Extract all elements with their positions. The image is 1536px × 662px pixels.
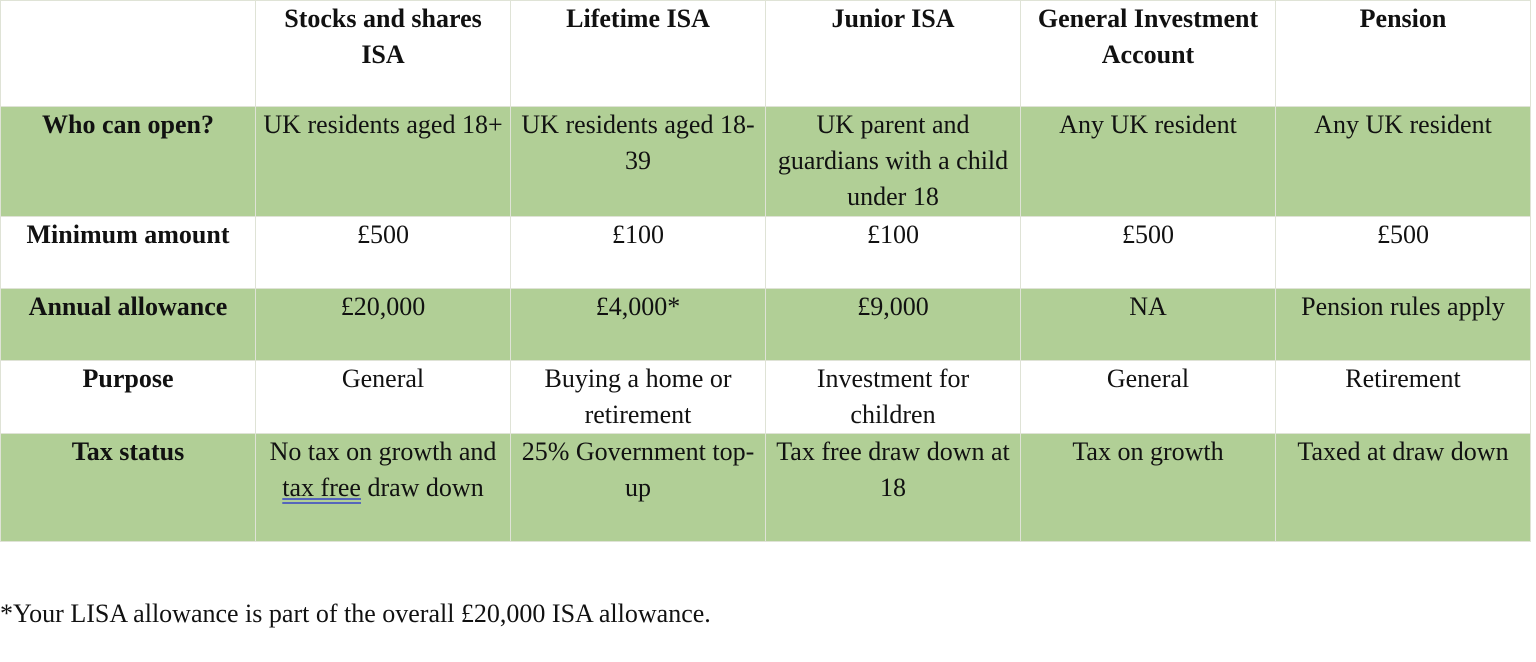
- table-cell: £100: [766, 217, 1021, 289]
- table-cell: Any UK resident: [1021, 107, 1276, 217]
- table-cell: £100: [511, 217, 766, 289]
- table-cell: Buying a home or retirement: [511, 361, 766, 434]
- table-cell-tax-growth: [256, 434, 511, 542]
- table-cell: UK parent and guardians with a child under 18: [766, 107, 1021, 217]
- table-cell: 25% Government top-up: [511, 434, 766, 542]
- table-cell: Taxed at draw down: [1276, 434, 1531, 542]
- cell-text-after: draw down: [360, 473, 484, 502]
- table-cell: £500: [1276, 217, 1531, 289]
- table-cell: UK residents aged 18+: [256, 107, 511, 217]
- column-header-pension: Pension: [1276, 1, 1531, 107]
- table-cell: General: [256, 361, 511, 434]
- table-cell: NA: [1021, 289, 1276, 361]
- row-label: Who can open?: [1, 107, 256, 217]
- cell-text-before: No tax on growth and: [269, 437, 497, 466]
- column-header-junior-isa: Junior ISA: [766, 1, 1021, 107]
- table-cell: £500: [256, 217, 511, 289]
- row-label: Tax status: [1, 434, 256, 542]
- footnote: *Your LISA allowance is part of the overall £20,000 ISA allowance.: [0, 599, 711, 628]
- table-cell: Any UK resident: [1276, 107, 1531, 217]
- table-cell: UK residents aged 18-39: [511, 107, 766, 217]
- corner-cell: [1, 1, 256, 107]
- table-row-annual-allowance: [1, 289, 1531, 361]
- table-cell: £20,000: [256, 289, 511, 361]
- table-cell: Tax on growth: [1021, 434, 1276, 542]
- table-row-tax-status: [1, 434, 1531, 542]
- table-row-who-can-open: [1, 107, 1531, 217]
- tax-free-link[interactable]: tax free: [282, 473, 361, 502]
- column-header-general-investment-account: General Investment Account: [1021, 1, 1276, 107]
- table-cell: Pension rules apply: [1276, 289, 1531, 361]
- table-cell: Retirement: [1276, 361, 1531, 434]
- table-cell: £9,000: [766, 289, 1021, 361]
- table-cell: General: [1021, 361, 1276, 434]
- table-row-purpose: [1, 361, 1531, 434]
- table-cell: Investment for children: [766, 361, 1021, 434]
- table-cell: Tax free draw down at 18: [766, 434, 1021, 542]
- row-label: Annual allowance: [1, 289, 256, 361]
- header-row: [1, 1, 1531, 107]
- row-label: Purpose: [1, 361, 256, 434]
- column-header-stocks-shares-isa: Stocks and shares ISA: [256, 1, 511, 107]
- column-header-lifetime-isa: Lifetime ISA: [511, 1, 766, 107]
- table-cell: £500: [1021, 217, 1276, 289]
- table-cell: £4,000*: [511, 289, 766, 361]
- table-row-minimum-amount: [1, 217, 1531, 289]
- row-label: Minimum amount: [1, 217, 256, 289]
